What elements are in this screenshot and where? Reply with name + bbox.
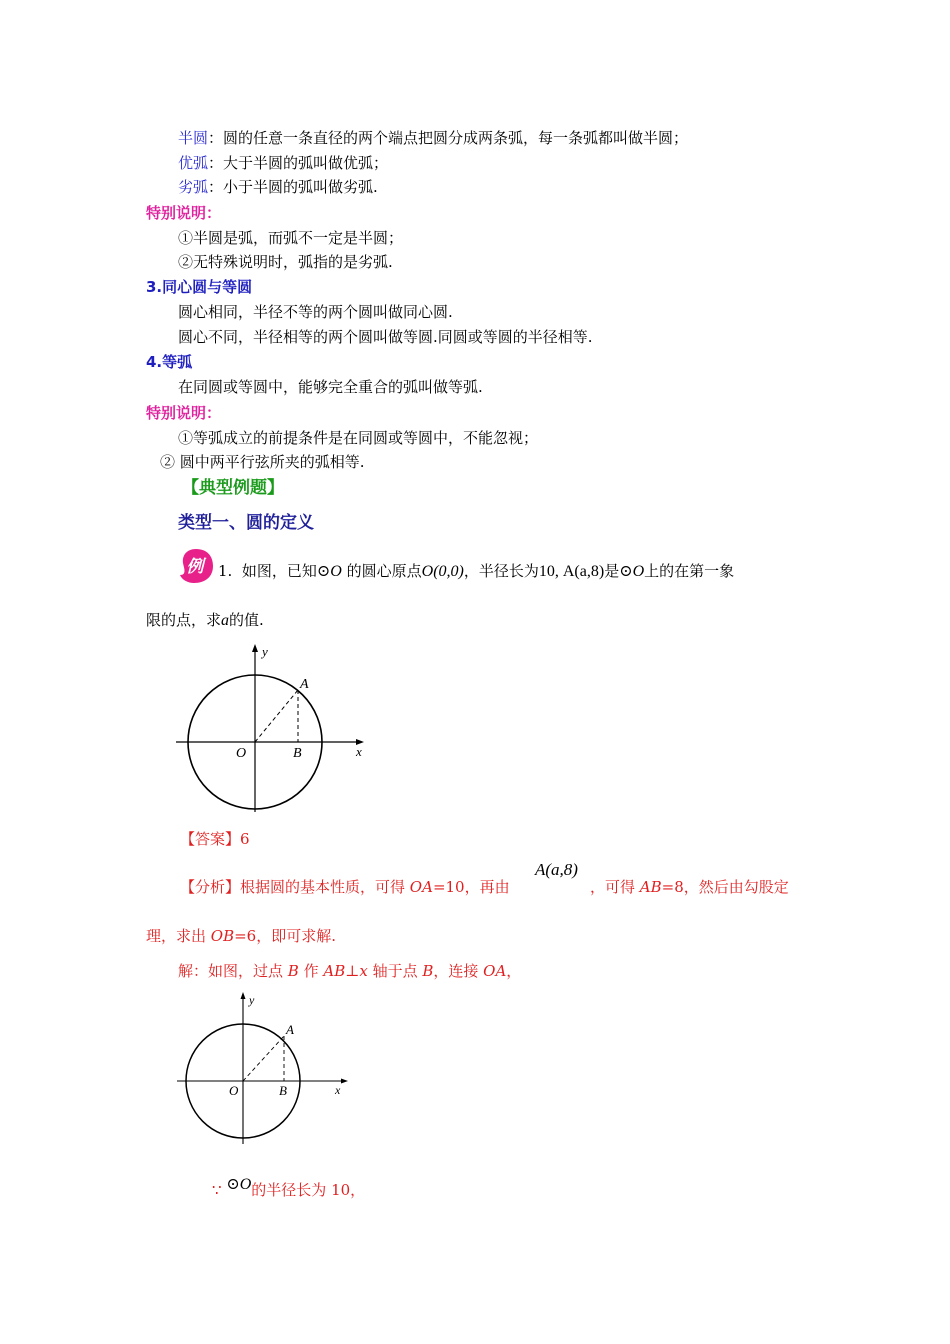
fig1-label-y: y [262, 644, 268, 659]
fig2-label-b: B [279, 1083, 287, 1098]
example1-text5: 上的在第一象 [644, 562, 735, 580]
analysis-text5: 理，求出 [146, 927, 211, 945]
fig1-label-b: B [293, 746, 302, 761]
example1-text4: 是 [604, 562, 620, 580]
solution-oa: OA [483, 962, 507, 980]
section4-line1: 在同圆或等圆中，能够完全重合的弧叫做等弧. [178, 378, 483, 396]
example1-var-a: a [221, 612, 230, 629]
solution-text3: 轴于点 [367, 962, 423, 980]
def-semicircle-text: ：圆的任意一条直径的两个端点把圆分成两条弧，每一条弧都叫做半圆； [208, 129, 689, 147]
solution-text2: 作 [298, 962, 324, 980]
def-major-arc [178, 153, 388, 173]
solution-x: x [359, 962, 368, 980]
section4-title: 4.等弧 [146, 353, 193, 371]
example1-text3: ，半径长为 [463, 562, 539, 580]
solution-line [178, 961, 521, 981]
analysis-line1b [590, 877, 789, 897]
analysis-line1 [180, 877, 510, 897]
solution-text1: 解：如图，过点 [178, 962, 288, 980]
term-semicircle: 半圆 [178, 129, 209, 147]
example1-text6: 限的点，求 [146, 611, 222, 629]
example-badge-icon [178, 548, 214, 584]
fig2-label-y: y [249, 993, 255, 1007]
section3-line1: 圆心相同，半径不等的两个圆叫做同心圆. [178, 303, 453, 321]
fig1-label-x: x [356, 744, 362, 759]
analysis-text4: =8，然后由勾股定 [661, 878, 789, 896]
analysis-oa: OA [409, 878, 433, 896]
circle-figure-2 [172, 988, 352, 1148]
fig2-label-o: O [229, 1083, 239, 1098]
def-minor-arc-text: ：小于半圆的弧叫做劣弧. [208, 178, 378, 196]
analysis-a-point: A(a,8) [535, 860, 578, 879]
fig2-label-a: A [286, 1022, 294, 1037]
section3-title: 3.同心圆与等圆 [146, 278, 253, 296]
because-circle-o: ⊙O [226, 1176, 252, 1193]
note2-title: 特别说明： [146, 404, 222, 422]
example1-text7: 的值. [229, 611, 264, 629]
because-text: 的半径长为 10， [251, 1181, 366, 1199]
analysis-line2 [146, 926, 336, 946]
example1-text1: 如图，已知 [241, 562, 317, 580]
analysis-text3: ，可得 [590, 878, 640, 896]
solution-b2: B [422, 962, 434, 980]
note1-item1: ①半圆是弧，而弧不一定是半圆； [178, 229, 404, 247]
term-minor-arc: 劣弧 [178, 178, 209, 196]
section3-line2: 圆心不同，半径相等的两个圆叫做等圆.同圆或等圆的半径相等. [178, 328, 593, 346]
example1-line2 [146, 610, 264, 631]
example1-text2: 的圆心原点 [346, 562, 422, 580]
analysis-label: 【分析】 [180, 878, 241, 896]
fig2-label-x: x [335, 1083, 341, 1097]
example1-circle-o: ⊙O [316, 563, 342, 580]
example-badge-label: 例 [186, 557, 204, 577]
because-symbol: ∵ [212, 1181, 222, 1199]
def-major-arc-text: ：大于半圆的弧叫做优弧； [208, 154, 389, 172]
solution-text4: ，连接 [433, 962, 484, 980]
fig1-label-a: A [300, 677, 309, 692]
solution-ab: AB [323, 962, 346, 980]
analysis-text1: 根据圆的基本性质，可得 [240, 878, 410, 896]
note2-item2: ② 圆中两平行弦所夹的弧相等. [160, 453, 365, 471]
example1-number: 1. [218, 562, 233, 580]
answer [180, 829, 250, 849]
answer-label: 【答案】 [180, 830, 241, 848]
note1-title: 特别说明： [146, 204, 222, 222]
example1-line1 [218, 561, 734, 582]
analysis-text2: =10，再由 [432, 878, 510, 896]
solution-b: B [287, 962, 299, 980]
answer-value: 6 [240, 830, 250, 848]
example1-radius-point: 10, A(a,8) [538, 563, 605, 580]
note1-item2: ②无特殊说明时，弧指的是劣弧. [178, 253, 393, 271]
def-minor-arc [178, 177, 378, 197]
fig1-label-o: O [236, 746, 247, 761]
because-line [212, 1176, 366, 1201]
analysis-text6: =6，即可求解. [234, 927, 336, 945]
def-semicircle [178, 128, 688, 148]
solution-perp: ⊥ [345, 962, 360, 980]
type1-title: 类型一、圆的定义 [178, 513, 314, 533]
analysis-ob: OB [210, 927, 235, 945]
examples-title: 【典型例题】 [182, 478, 284, 498]
analysis-ab: AB [639, 878, 662, 896]
note2-item1: ①等弧成立的前提条件是在同圆或等圆中，不能忽视； [178, 429, 539, 447]
example1-origin: O(0,0) [421, 563, 464, 580]
term-major-arc: 优弧 [178, 154, 209, 172]
solution-text5: ， [506, 962, 522, 980]
example1-circle-o-2: ⊙O [619, 563, 645, 580]
circle-figure-1 [170, 640, 370, 815]
